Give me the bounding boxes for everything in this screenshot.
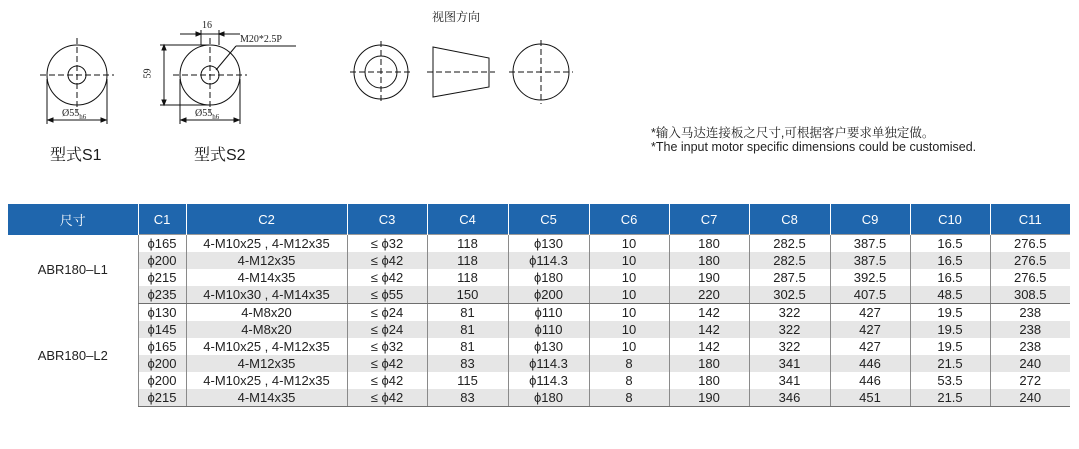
table-cell: 4-M8x20 xyxy=(186,304,347,322)
table-cell: ≤ ϕ24 xyxy=(347,321,427,338)
table-cell: 272 xyxy=(990,372,1070,389)
table-cell: 48.5 xyxy=(910,286,990,304)
table-row xyxy=(8,372,1070,389)
table-cell: 190 xyxy=(669,389,749,407)
table-cell: 4-M12x35 xyxy=(186,355,347,372)
table-cell: 240 xyxy=(990,389,1070,407)
table-cell: 322 xyxy=(749,338,830,355)
table-cell: ϕ215 xyxy=(138,269,186,286)
table-row xyxy=(8,321,1070,338)
table-cell: 10 xyxy=(589,252,669,269)
table-cell: 8 xyxy=(589,355,669,372)
table-cell: ϕ200 xyxy=(138,372,186,389)
table-cell: 387.5 xyxy=(830,252,910,269)
table-cell: ≤ ϕ42 xyxy=(347,372,427,389)
table-cell: ϕ114.3 xyxy=(508,355,589,372)
table-body xyxy=(8,235,1070,407)
table-row xyxy=(8,355,1070,372)
table-cell: 190 xyxy=(669,269,749,286)
table-cell: 19.5 xyxy=(910,338,990,355)
table-cell: 387.5 xyxy=(830,235,910,253)
model-group-cell: ABR180–L1 xyxy=(8,235,138,304)
header-cell: C4 xyxy=(427,204,508,235)
table-cell: 446 xyxy=(830,372,910,389)
drawing-svg xyxy=(0,0,1079,200)
table-cell: 4-M10x30 , 4-M14x35 xyxy=(186,286,347,304)
table-cell: 341 xyxy=(749,355,830,372)
table-cell: ϕ110 xyxy=(508,321,589,338)
header-cell: C5 xyxy=(508,204,589,235)
model-group-cell: ABR180–L2 xyxy=(8,304,138,407)
table-cell: 10 xyxy=(589,286,669,304)
header-cell: C7 xyxy=(669,204,749,235)
table-cell: 240 xyxy=(990,355,1070,372)
table-cell: ≤ ϕ42 xyxy=(347,389,427,407)
header-cell: C2 xyxy=(186,204,347,235)
table-cell: 302.5 xyxy=(749,286,830,304)
view-front-drawing xyxy=(350,41,412,103)
table-cell: 10 xyxy=(589,269,669,286)
table-cell: 238 xyxy=(990,338,1070,355)
table-cell: ϕ165 xyxy=(138,235,186,253)
table-cell: 115 xyxy=(427,372,508,389)
table-cell: 16.5 xyxy=(910,252,990,269)
table-cell: 238 xyxy=(990,304,1070,322)
s2-diameter-dim: $Ø55_{h6}$ xyxy=(195,108,220,121)
table-cell: 83 xyxy=(427,355,508,372)
table-cell: ϕ200 xyxy=(138,355,186,372)
view-back-drawing xyxy=(509,40,573,104)
table-cell: 451 xyxy=(830,389,910,407)
table-cell: 83 xyxy=(427,389,508,407)
table-cell: ϕ235 xyxy=(138,286,186,304)
header-cell: C9 xyxy=(830,204,910,235)
table-cell: ϕ110 xyxy=(508,304,589,322)
table-cell: 427 xyxy=(830,321,910,338)
table-row xyxy=(8,389,1070,407)
table-cell: ≤ ϕ42 xyxy=(347,252,427,269)
note-en: *The input motor specific dimensions could be customised. xyxy=(651,140,977,154)
table-cell: ϕ165 xyxy=(138,338,186,355)
table-cell: 180 xyxy=(669,372,749,389)
table-row xyxy=(8,286,1070,304)
s2-height-dim: 59 xyxy=(142,68,154,79)
table-cell: 4-M14x35 xyxy=(186,389,347,407)
s2-label: 型式S2 xyxy=(194,147,246,164)
header-cell: C3 xyxy=(347,204,427,235)
table-cell: 142 xyxy=(669,321,749,338)
table-cell: ϕ130 xyxy=(508,338,589,355)
table-cell: 322 xyxy=(749,321,830,338)
table-cell: ≤ ϕ42 xyxy=(347,355,427,372)
table-cell: 81 xyxy=(427,304,508,322)
table-cell: 8 xyxy=(589,389,669,407)
dimension-table xyxy=(8,204,1070,407)
table-cell: ϕ114.3 xyxy=(508,372,589,389)
s1-label: 型式S1 xyxy=(50,147,102,164)
table-cell: 4-M14x35 xyxy=(186,269,347,286)
table-cell: 180 xyxy=(669,235,749,253)
view-side-drawing xyxy=(427,47,495,97)
table-cell: 238 xyxy=(990,321,1070,338)
table-cell: ≤ ϕ24 xyxy=(347,304,427,322)
table-cell: ϕ145 xyxy=(138,321,186,338)
table-cell: 287.5 xyxy=(749,269,830,286)
table-cell: 4-M10x25 , 4-M12x35 xyxy=(186,235,347,253)
table-cell: 19.5 xyxy=(910,304,990,322)
table-cell: ϕ200 xyxy=(138,252,186,269)
table-cell: 308.5 xyxy=(990,286,1070,304)
header-cell: C6 xyxy=(589,204,669,235)
table-cell: 276.5 xyxy=(990,252,1070,269)
table-row xyxy=(8,252,1070,269)
table-cell: 150 xyxy=(427,286,508,304)
table-cell: 118 xyxy=(427,269,508,286)
view-direction-label: 视图方向 xyxy=(432,10,481,24)
table-cell: 142 xyxy=(669,338,749,355)
table-cell: ≤ ϕ42 xyxy=(347,269,427,286)
table-cell: ϕ114.3 xyxy=(508,252,589,269)
table-cell: 427 xyxy=(830,304,910,322)
table-cell: 220 xyxy=(669,286,749,304)
table-cell: 427 xyxy=(830,338,910,355)
table-cell: 21.5 xyxy=(910,389,990,407)
header-cell: C10 xyxy=(910,204,990,235)
table-cell: ϕ130 xyxy=(508,235,589,253)
table-cell: 4-M10x25 , 4-M12x35 xyxy=(186,338,347,355)
table-cell: ≤ ϕ55 xyxy=(347,286,427,304)
customisation-note xyxy=(651,126,976,154)
table-cell: 276.5 xyxy=(990,235,1070,253)
table-header-row xyxy=(8,204,1070,235)
header-cell: C1 xyxy=(138,204,186,235)
table-cell: 10 xyxy=(589,321,669,338)
table-row xyxy=(8,304,1070,322)
table-cell: 19.5 xyxy=(910,321,990,338)
technical-drawings xyxy=(0,0,1079,200)
table-cell: 282.5 xyxy=(749,252,830,269)
table-cell: 10 xyxy=(589,235,669,253)
table-row xyxy=(8,338,1070,355)
table-cell: 282.5 xyxy=(749,235,830,253)
note-cn: *输入马达连接板之尺寸,可根据客户要求单独定做。 xyxy=(651,126,935,140)
table-cell: 53.5 xyxy=(910,372,990,389)
table-cell: ϕ180 xyxy=(508,389,589,407)
table-cell: 180 xyxy=(669,252,749,269)
table-cell: 81 xyxy=(427,321,508,338)
table-cell: 407.5 xyxy=(830,286,910,304)
table-cell: 346 xyxy=(749,389,830,407)
s1-diameter-dim: $Ø55_{h6}$ xyxy=(62,108,87,121)
table-cell: 16.5 xyxy=(910,235,990,253)
table-cell: 118 xyxy=(427,252,508,269)
table-cell: 142 xyxy=(669,304,749,322)
table-cell: 8 xyxy=(589,372,669,389)
table-cell: 10 xyxy=(589,338,669,355)
header-cell: 尺寸 xyxy=(8,204,138,235)
table-cell: ≤ ϕ32 xyxy=(347,235,427,253)
table-cell: 276.5 xyxy=(990,269,1070,286)
header-cell: C8 xyxy=(749,204,830,235)
table-cell: ϕ215 xyxy=(138,389,186,407)
table-row xyxy=(8,235,1070,253)
s2-thread-dim: M20*2.5P xyxy=(240,34,282,45)
table-cell: 21.5 xyxy=(910,355,990,372)
table-cell: 392.5 xyxy=(830,269,910,286)
table-row xyxy=(8,269,1070,286)
table-cell: 322 xyxy=(749,304,830,322)
table-cell: 4-M12x35 xyxy=(186,252,347,269)
table-cell: 180 xyxy=(669,355,749,372)
table-cell: 118 xyxy=(427,235,508,253)
table-cell: ≤ ϕ32 xyxy=(347,338,427,355)
table-cell: ϕ180 xyxy=(508,269,589,286)
table-cell: 4-M10x25 , 4-M12x35 xyxy=(186,372,347,389)
table-cell: 446 xyxy=(830,355,910,372)
table-cell: 10 xyxy=(589,304,669,322)
table-cell: 4-M8x20 xyxy=(186,321,347,338)
table-cell: 341 xyxy=(749,372,830,389)
table-cell: 81 xyxy=(427,338,508,355)
header-cell: C11 xyxy=(990,204,1070,235)
table-cell: 16.5 xyxy=(910,269,990,286)
table-cell: ϕ200 xyxy=(508,286,589,304)
table-cell: ϕ130 xyxy=(138,304,186,322)
s2-width-dim: 16 xyxy=(202,20,212,31)
